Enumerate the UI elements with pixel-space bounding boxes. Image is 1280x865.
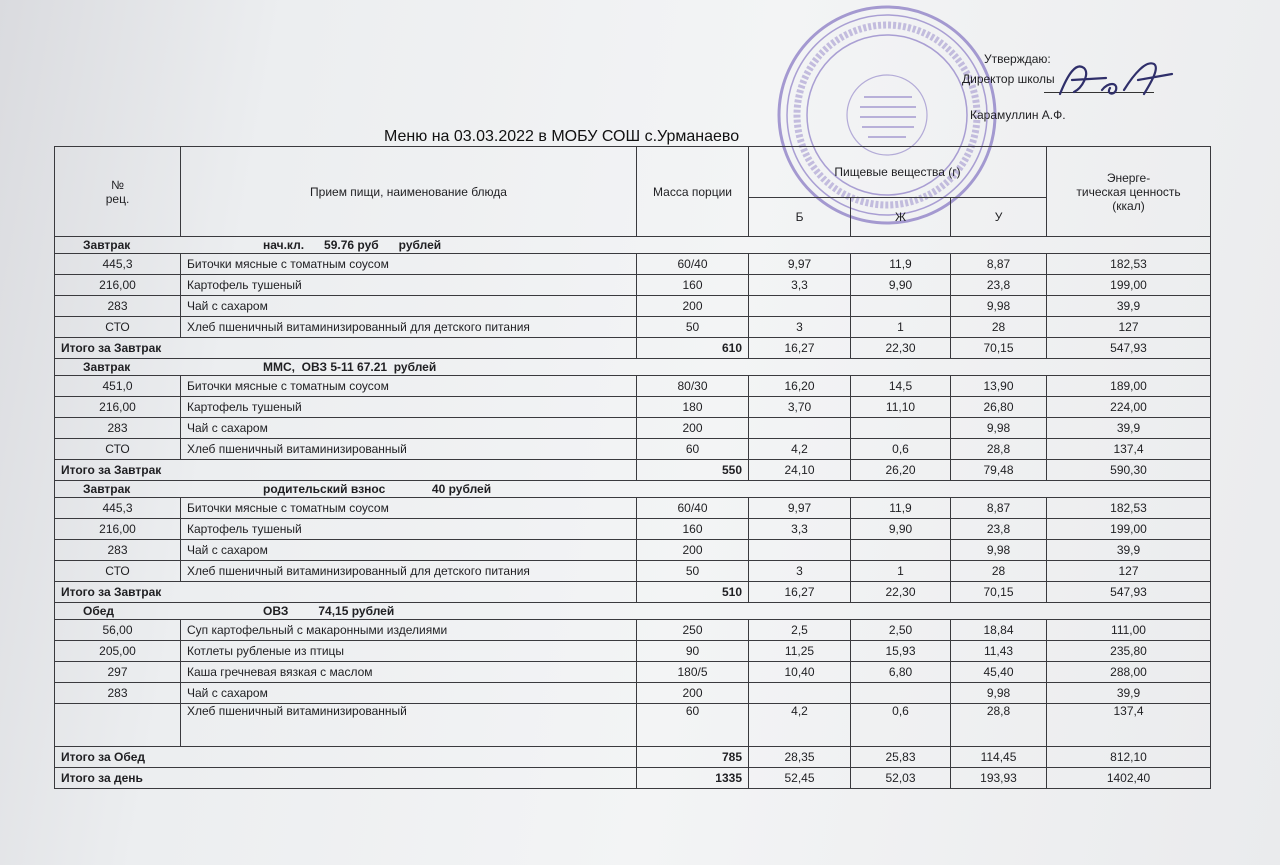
- fat-value: 1: [851, 561, 951, 582]
- recipe-number: 216,00: [55, 397, 181, 418]
- carbs-value: 28: [951, 317, 1047, 338]
- page-title: Меню на 03.03.2022 в МОБУ СОШ с.Урманаево: [384, 128, 740, 145]
- portion-mass: 160: [637, 519, 749, 540]
- day-total-fat: 52,03: [851, 768, 951, 789]
- portion-mass: 200: [637, 418, 749, 439]
- recipe-number: [55, 704, 181, 747]
- total-carbs: 114,45: [951, 747, 1047, 768]
- dish-name: Хлеб пшеничный витаминизированный для детского питания: [181, 317, 637, 338]
- total-row: [55, 582, 1211, 603]
- protein-value: 3,70: [749, 397, 851, 418]
- energy-value: 199,00: [1047, 519, 1211, 540]
- recipe-number: 283: [55, 296, 181, 317]
- portion-mass: 160: [637, 275, 749, 296]
- protein-value: 11,25: [749, 641, 851, 662]
- section-note: нач.кл. 59.76 руб рублей: [263, 238, 442, 252]
- portion-mass: 50: [637, 561, 749, 582]
- recipe-number: 283: [55, 540, 181, 561]
- energy-value: 288,00: [1047, 662, 1211, 683]
- protein-value: 3: [749, 561, 851, 582]
- dish-name: Чай с сахаром: [181, 418, 637, 439]
- dish-name: Хлеб пшеничный витаминизированный: [181, 439, 637, 460]
- table-row: [55, 296, 1211, 317]
- day-total-carbs: 193,93: [951, 768, 1047, 789]
- menu-table-wrap: [54, 146, 1210, 826]
- total-protein: 16,27: [749, 582, 851, 603]
- table-row: [55, 540, 1211, 561]
- recipe-number: 205,00: [55, 641, 181, 662]
- carbs-value: 26,80: [951, 397, 1047, 418]
- energy-value: 127: [1047, 317, 1211, 338]
- total-fat: 25,83: [851, 747, 951, 768]
- header-energy: Энерге- тическая ценность (ккал): [1047, 147, 1211, 237]
- total-energy: 590,30: [1047, 460, 1211, 481]
- table-row: [55, 641, 1211, 662]
- portion-mass: 180: [637, 397, 749, 418]
- header-fat: Ж: [851, 198, 951, 237]
- carbs-value: 9,98: [951, 418, 1047, 439]
- energy-value: 199,00: [1047, 275, 1211, 296]
- table-row: [55, 498, 1211, 519]
- protein-value: 4,2: [749, 439, 851, 460]
- section-note: ОВЗ 74,15 рублей: [263, 604, 395, 618]
- recipe-number: 451,0: [55, 376, 181, 397]
- energy-value: 235,80: [1047, 641, 1211, 662]
- portion-mass: 60/40: [637, 498, 749, 519]
- fat-value: 1: [851, 317, 951, 338]
- table-row: [55, 620, 1211, 641]
- carbs-value: 8,87: [951, 498, 1047, 519]
- fat-value: 15,93: [851, 641, 951, 662]
- fat-value: 6,80: [851, 662, 951, 683]
- table-row: [55, 418, 1211, 439]
- carbs-value: 28: [951, 561, 1047, 582]
- total-label: Итого за Обед: [55, 747, 637, 768]
- protein-value: 3: [749, 317, 851, 338]
- section-header-row: [55, 237, 1211, 254]
- protein-value: 9,97: [749, 254, 851, 275]
- dish-name: Картофель тушеный: [181, 519, 637, 540]
- table-row: [55, 275, 1211, 296]
- director-name: Карамуллин А.Ф.: [970, 108, 1066, 122]
- table-row: [55, 561, 1211, 582]
- portion-mass: 80/30: [637, 376, 749, 397]
- approval-block: [962, 48, 1212, 128]
- header-protein: Б: [749, 198, 851, 237]
- total-energy: 547,93: [1047, 338, 1211, 359]
- header-carbs: У: [951, 198, 1047, 237]
- table-row: [55, 662, 1211, 683]
- protein-value: 2,5: [749, 620, 851, 641]
- fat-value: [851, 418, 951, 439]
- header-mass: Масса порции: [637, 147, 749, 237]
- director-position: Директор школы: [962, 72, 1055, 86]
- protein-value: [749, 683, 851, 704]
- portion-mass: 90: [637, 641, 749, 662]
- energy-value: 182,53: [1047, 498, 1211, 519]
- energy-value: 137,4: [1047, 704, 1211, 747]
- protein-value: [749, 418, 851, 439]
- protein-value: 16,20: [749, 376, 851, 397]
- section-header: [55, 237, 1211, 254]
- fat-value: 11,10: [851, 397, 951, 418]
- section-header: [55, 359, 1211, 376]
- dish-name: Хлеб пшеничный витаминизированный для детского питания: [181, 561, 637, 582]
- energy-value: 39,9: [1047, 540, 1211, 561]
- recipe-number: 297: [55, 662, 181, 683]
- portion-mass: 60/40: [637, 254, 749, 275]
- section-meal: Завтрак: [83, 360, 131, 374]
- day-total-protein: 52,45: [749, 768, 851, 789]
- carbs-value: 23,8: [951, 275, 1047, 296]
- header-rec-no: № рец.: [55, 147, 181, 237]
- total-mass: 510: [637, 582, 749, 603]
- recipe-number: 445,3: [55, 498, 181, 519]
- dish-name: Чай с сахаром: [181, 296, 637, 317]
- carbs-value: 9,98: [951, 296, 1047, 317]
- total-row: [55, 747, 1211, 768]
- table-row: [55, 439, 1211, 460]
- total-mass: 610: [637, 338, 749, 359]
- recipe-number: 216,00: [55, 519, 181, 540]
- table-row: [55, 254, 1211, 275]
- dish-name: Суп картофельный с макаронными изделиями: [181, 620, 637, 641]
- carbs-value: 8,87: [951, 254, 1047, 275]
- total-mass: 550: [637, 460, 749, 481]
- total-row: [55, 460, 1211, 481]
- recipe-number: СТО: [55, 439, 181, 460]
- total-protein: 28,35: [749, 747, 851, 768]
- menu-table-body: [55, 237, 1211, 789]
- portion-mass: 180/5: [637, 662, 749, 683]
- carbs-value: 28,8: [951, 439, 1047, 460]
- fat-value: 9,90: [851, 275, 951, 296]
- energy-value: 39,9: [1047, 418, 1211, 439]
- dish-name: Биточки мясные с томатным соусом: [181, 498, 637, 519]
- section-meal: Завтрак: [83, 238, 131, 252]
- dish-name: Картофель тушеный: [181, 275, 637, 296]
- carbs-value: 23,8: [951, 519, 1047, 540]
- energy-value: 137,4: [1047, 439, 1211, 460]
- day-total-row: [55, 768, 1211, 789]
- section-header-row: [55, 481, 1211, 498]
- recipe-number: 283: [55, 418, 181, 439]
- dish-name: Каша гречневая вязкая с маслом: [181, 662, 637, 683]
- director-signature: [1054, 54, 1184, 106]
- section-meal: Завтрак: [83, 482, 131, 496]
- section-note: ММС, ОВЗ 5-11 67.21 рублей: [263, 360, 437, 374]
- total-label: Итого за Завтрак: [55, 460, 637, 481]
- recipe-number: СТО: [55, 561, 181, 582]
- table-row: [55, 397, 1211, 418]
- dish-name: Биточки мясные с томатным соусом: [181, 254, 637, 275]
- fat-value: 11,9: [851, 498, 951, 519]
- portion-mass: 200: [637, 683, 749, 704]
- section-note: родительский взнос 40 рублей: [263, 482, 492, 496]
- carbs-value: 11,43: [951, 641, 1047, 662]
- portion-mass: 250: [637, 620, 749, 641]
- day-total-mass: 1335: [637, 768, 749, 789]
- recipe-number: 283: [55, 683, 181, 704]
- protein-value: 10,40: [749, 662, 851, 683]
- section-header-row: [55, 603, 1211, 620]
- table-row: [55, 519, 1211, 540]
- total-carbs: 79,48: [951, 460, 1047, 481]
- fat-value: [851, 540, 951, 561]
- portion-mass: 200: [637, 296, 749, 317]
- carbs-value: 45,40: [951, 662, 1047, 683]
- energy-value: 39,9: [1047, 683, 1211, 704]
- total-fat: 22,30: [851, 582, 951, 603]
- table-row: [55, 317, 1211, 338]
- menu-table: [54, 146, 1211, 789]
- protein-value: 9,97: [749, 498, 851, 519]
- day-total-energy: 1402,40: [1047, 768, 1211, 789]
- portion-mass: 60: [637, 439, 749, 460]
- total-fat: 26,20: [851, 460, 951, 481]
- protein-value: [749, 296, 851, 317]
- dish-name: Котлеты рубленые из птицы: [181, 641, 637, 662]
- dish-name: Картофель тушеный: [181, 397, 637, 418]
- carbs-value: 18,84: [951, 620, 1047, 641]
- table-row: [55, 704, 1211, 747]
- recipe-number: 445,3: [55, 254, 181, 275]
- fat-value: 11,9: [851, 254, 951, 275]
- portion-mass: 60: [637, 704, 749, 747]
- carbs-value: 13,90: [951, 376, 1047, 397]
- total-label: Итого за Завтрак: [55, 338, 637, 359]
- total-energy: 547,93: [1047, 582, 1211, 603]
- section-header-row: [55, 359, 1211, 376]
- total-carbs: 70,15: [951, 338, 1047, 359]
- carbs-value: 9,98: [951, 683, 1047, 704]
- portion-mass: 200: [637, 540, 749, 561]
- protein-value: 4,2: [749, 704, 851, 747]
- protein-value: 3,3: [749, 519, 851, 540]
- fat-value: 9,90: [851, 519, 951, 540]
- dish-name: Чай с сахаром: [181, 540, 637, 561]
- header-dish: Прием пищи, наименование блюда: [181, 147, 637, 237]
- energy-value: 224,00: [1047, 397, 1211, 418]
- fat-value: [851, 683, 951, 704]
- header-nutrients: Пищевые вещества (г): [749, 147, 1047, 198]
- dish-name: Хлеб пшеничный витаминизированный: [181, 704, 637, 747]
- total-protein: 24,10: [749, 460, 851, 481]
- total-fat: 22,30: [851, 338, 951, 359]
- energy-value: 39,9: [1047, 296, 1211, 317]
- table-row: [55, 683, 1211, 704]
- total-row: [55, 338, 1211, 359]
- fat-value: 14,5: [851, 376, 951, 397]
- energy-value: 127: [1047, 561, 1211, 582]
- section-header: [55, 603, 1211, 620]
- section-meal: Обед: [83, 604, 115, 618]
- total-mass: 785: [637, 747, 749, 768]
- fat-value: 0,6: [851, 704, 951, 747]
- total-label: Итого за Завтрак: [55, 582, 637, 603]
- total-carbs: 70,15: [951, 582, 1047, 603]
- total-protein: 16,27: [749, 338, 851, 359]
- fat-value: [851, 296, 951, 317]
- recipe-number: 56,00: [55, 620, 181, 641]
- day-total-label: Итого за день: [55, 768, 637, 789]
- energy-value: 111,00: [1047, 620, 1211, 641]
- protein-value: 3,3: [749, 275, 851, 296]
- carbs-value: 28,8: [951, 704, 1047, 747]
- energy-value: 189,00: [1047, 376, 1211, 397]
- protein-value: [749, 540, 851, 561]
- energy-value: 182,53: [1047, 254, 1211, 275]
- dish-name: Чай с сахаром: [181, 683, 637, 704]
- table-row: [55, 376, 1211, 397]
- fat-value: 0,6: [851, 439, 951, 460]
- portion-mass: 50: [637, 317, 749, 338]
- carbs-value: 9,98: [951, 540, 1047, 561]
- section-header: [55, 481, 1211, 498]
- recipe-number: 216,00: [55, 275, 181, 296]
- fat-value: 2,50: [851, 620, 951, 641]
- total-energy: 812,10: [1047, 747, 1211, 768]
- recipe-number: СТО: [55, 317, 181, 338]
- dish-name: Биточки мясные с томатным соусом: [181, 376, 637, 397]
- approve-label: Утверждаю:: [984, 52, 1051, 66]
